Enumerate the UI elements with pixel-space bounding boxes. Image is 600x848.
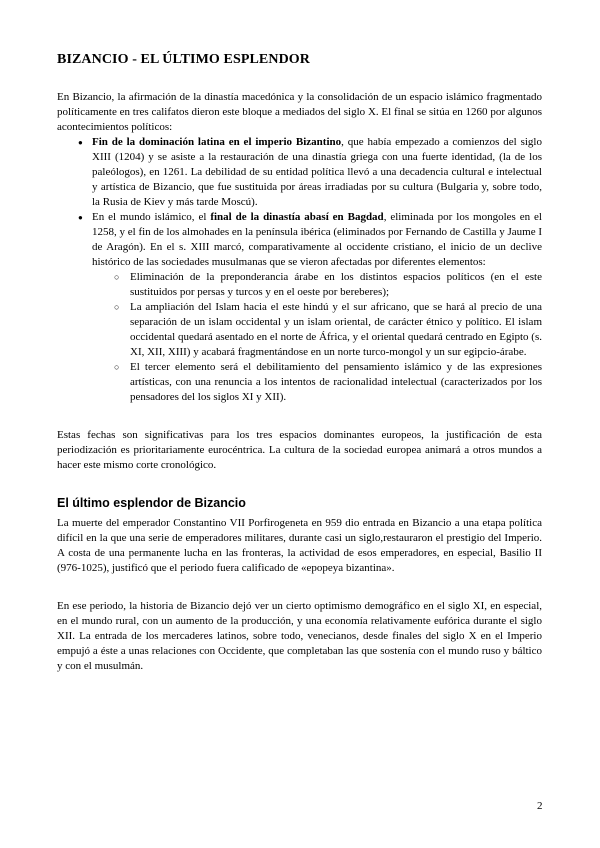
bullet-item-islamic-world — [92, 210, 542, 405]
intro-paragraph: En Bizancio, la afirmación de la dinastía macedónica y la consolidación de un espacio islámico fragmentado políticamente en tres califatos dieron este bloque a mediados del siglo X. El final se sitúa en 1260 por algunos acontecimientos políticos: — [57, 91, 542, 133]
page-title: BIZANCIO - EL ÚLTIMO ESPLENDOR — [57, 52, 310, 67]
bullet-bold-text: Fin de la dominación latina en el imperio Bizantino — [92, 136, 342, 148]
bullet-text: , que había empezado a comienzos del siglo XIII (1204) y se asiste a la restauración de una dinastía griega con una fuerte identidad, (la de los paleólogos), en 1261. La debilidad de su entidad política llevó a una decadencia cultural e intelectual y artística de Bizancio, que fue sustituida por áreas irradiadas por su cultura (Bulgaria y, sobre todo, la Rusia de Kiev y más tarde Moscú). — [92, 136, 542, 208]
sub-bullet-item: ○ Eliminación de la preponderancia árabe en los distintos espacios políticos (en el este sustituidos por persas y turcos y en el oeste por bereberes); — [130, 270, 542, 300]
bullet-text: , eliminada por los mongoles en el 1258, y el fin de los almohades en la península ibérica (eliminados por Fernando de Castilla y Jaume I de Aragón). En el s. XIII marcó, comparativamente al occidente cristiano, el inicio de un declive histórico de las sociedades musulmanas que se vieron afectadas por diferentes elementos: — [92, 211, 542, 268]
bullet-lead-text: En el mundo islámico, el — [92, 211, 211, 223]
sub-bullet-item: ○ La ampliación del Islam hacia el este hindú y el sur africano, que se hará al precio de una separación de un islam occidental y un islam oriental, de carácter étnico y político. El islam occidental quedará asentado en el norte de África, y el oriental quedará centrado en Egipto (s. XI, XII, XIII) y acabará fragmentándose en un norte turco-mongol y un sur egipcio-árabe. — [130, 300, 542, 360]
sub-bullet-list — [92, 270, 542, 405]
sub-bullet-item: ○ El tercer elemento será el debilitamiento del pensamiento islámico y de las expresiones artísticas, con una renuncia a los intentos de racionalidad intelectual (caracterizados por los pensadores del los siglos XI y XII). — [130, 360, 542, 405]
page-number: 2 — [537, 800, 543, 812]
dates-paragraph: Estas fechas son significativas para los tres espacios dominantes europeos, la justificación de esta periodización es prioritariamente eurocéntrica. La cultura de la sociedad europea animará a otros mundos a hacer este mismo corte cronológico. — [57, 429, 542, 471]
page-content — [57, 52, 542, 674]
bullet-bold-text: final de la dinastía abasí en Bagdad — [210, 211, 384, 223]
section-paragraph-2: En ese periodo, la historia de Bizancio dejó ver un cierto optimismo demográfico en el siglo XI, en especial, en el mundo rural, con un aumento de la producción, y una economía relativamente eufórica durante el siglo XII. La entrada de los mercaderes latinos, sobre todo, venecianos, desde finales del siglo X en el Imperio empujó a éste a unas relaciones con Occidente, que completaban las que sostenía con el mundo ruso y báltico y con el musulmán. — [57, 600, 542, 672]
section-paragraph-1: La muerte del emperador Constantino VII Porfirogeneta en 959 dio entrada en Bizancio a una etapa política difícil en la que una serie de emperadores militares, durante casi un siglo,restauraron el prestigio del Imperio. A costa de una permanente lucha en las fronteras, la actividad de esos emperadores, en especial, Basilio II (976-1025), justificó que el periodo fuera calificado de «epopeya bizantina». — [57, 517, 542, 574]
section-heading: El último esplendor de Bizancio — [57, 496, 246, 510]
main-bullet-list — [57, 135, 542, 405]
bullet-item-latin-rule — [92, 135, 542, 210]
